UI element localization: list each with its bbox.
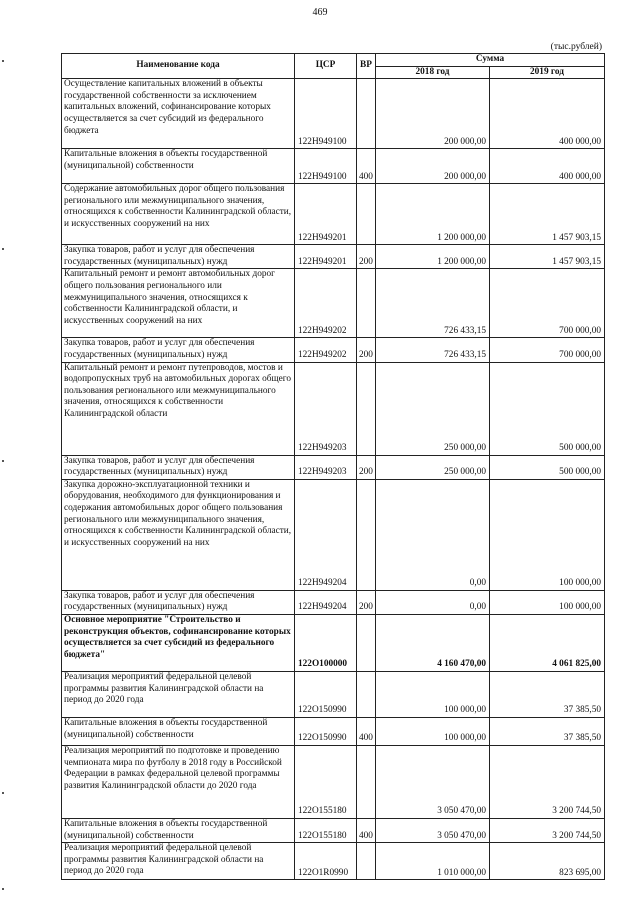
row-name: Закупка товаров, работ и услуг для обеспечения государственных (муниципальных) нужд <box>62 455 295 479</box>
row-vr <box>357 184 376 245</box>
row-amount-2018: 1 200 000,00 <box>376 245 490 269</box>
row-amount-2019: 100 000,00 <box>490 590 605 614</box>
table-row <box>62 362 605 455</box>
row-amount-2019: 4 061 825,00 <box>490 614 605 671</box>
row-amount-2019: 400 000,00 <box>490 149 605 184</box>
row-amount-2018: 200 000,00 <box>376 79 490 149</box>
row-name: Осуществление капитальных вложений в объекты государственной собственности за исключением капитальных вложений, софинансирование которых осуществляется за счет субсидий из федерального бюджета <box>62 79 295 149</box>
row-name: Реализация мероприятий по подготовке и проведению чемпионата мира по футболу в 2018 году в Российской Федерации в рамках федеральной целевой программы развития Калининградской области до 2020 года <box>62 745 295 818</box>
units-label: (тыс.рублей) <box>550 42 602 52</box>
table-row <box>62 614 605 671</box>
margin-mark <box>2 888 4 890</box>
table-row <box>62 149 605 184</box>
table-row <box>62 745 605 818</box>
row-vr <box>357 362 376 455</box>
row-amount-2018: 1 200 000,00 <box>376 184 490 245</box>
row-name: Закупка дорожно-эксплуатационной техники и оборудования, необходимого для функционирования и содержания автомобильных дорог общего пользования регионального или межмуниципального значения, относящихся к собственности Калининградской области, и искусственных сооружений на них <box>62 479 295 590</box>
header-year-2019: 2019 год <box>490 66 605 79</box>
table-row <box>62 717 605 745</box>
row-csr: 122О100000 <box>295 614 357 671</box>
header-vr: ВР <box>357 54 376 79</box>
row-name: Капитальные вложения в объекты государственной (муниципальной) собственности <box>62 717 295 745</box>
row-amount-2018: 0,00 <box>376 479 490 590</box>
row-name: Капитальный ремонт и ремонт автомобильных дорог общего пользования регионального или межмуниципального значения, относящихся к собственности Калининградской области, и искусственных сооружений на них <box>62 269 295 338</box>
row-amount-2019: 500 000,00 <box>490 362 605 455</box>
margin-mark <box>2 248 4 250</box>
table-row <box>62 455 605 479</box>
row-csr: 122О150990 <box>295 717 357 745</box>
margin-mark <box>2 60 4 62</box>
row-csr: 122Н949203 <box>295 455 357 479</box>
row-csr: 122Н949204 <box>295 479 357 590</box>
row-name: Реализация мероприятий федеральной целевой программы развития Калининградской области на период до 2020 года <box>62 843 295 880</box>
row-vr <box>357 671 376 717</box>
row-csr: 122Н949203 <box>295 362 357 455</box>
row-amount-2019: 3 200 744,50 <box>490 818 605 842</box>
row-amount-2018: 3 050 470,00 <box>376 745 490 818</box>
row-amount-2019: 823 695,00 <box>490 843 605 880</box>
row-amount-2018: 1 010 000,00 <box>376 843 490 880</box>
table-row <box>62 79 605 149</box>
row-csr: 122Н949100 <box>295 79 357 149</box>
row-vr: 200 <box>357 590 376 614</box>
row-name: Закупка товаров, работ и услуг для обеспечения государственных (муниципальных) нужд <box>62 245 295 269</box>
row-vr: 400 <box>357 149 376 184</box>
row-amount-2018: 100 000,00 <box>376 671 490 717</box>
row-csr: 122Н949202 <box>295 269 357 338</box>
table-row <box>62 671 605 717</box>
table-row <box>62 184 605 245</box>
row-csr: 122Н949100 <box>295 149 357 184</box>
row-amount-2018: 3 050 470,00 <box>376 818 490 842</box>
row-amount-2018: 100 000,00 <box>376 717 490 745</box>
row-vr: 200 <box>357 338 376 362</box>
margin-mark <box>2 460 4 462</box>
row-csr: 122О150990 <box>295 671 357 717</box>
row-vr <box>357 745 376 818</box>
row-amount-2019: 700 000,00 <box>490 338 605 362</box>
row-name: Капитальные вложения в объекты государственной (муниципальной) собственности <box>62 149 295 184</box>
header-csr: ЦСР <box>295 54 357 79</box>
row-amount-2018: 4 160 470,00 <box>376 614 490 671</box>
row-name: Капитальный ремонт и ремонт путепроводов, мостов и водопропускных труб на автомобильных дорогах общего пользования регионального или межмуниципального значения, относящихся к собственности Калининградской области <box>62 362 295 455</box>
row-amount-2018: 726 433,15 <box>376 338 490 362</box>
row-amount-2019: 700 000,00 <box>490 269 605 338</box>
row-vr: 200 <box>357 245 376 269</box>
row-amount-2019: 400 000,00 <box>490 79 605 149</box>
row-amount-2019: 37 385,50 <box>490 717 605 745</box>
table-row <box>62 479 605 590</box>
row-amount-2018: 250 000,00 <box>376 362 490 455</box>
row-amount-2018: 200 000,00 <box>376 149 490 184</box>
row-name: Реализация мероприятий федеральной целевой программы развития Калининградской области на период до 2020 года <box>62 671 295 717</box>
row-amount-2019: 1 457 903,15 <box>490 245 605 269</box>
page-number: 469 <box>312 7 328 18</box>
row-csr: 122О155180 <box>295 818 357 842</box>
row-vr <box>357 79 376 149</box>
row-amount-2019: 500 000,00 <box>490 455 605 479</box>
row-csr: 122О1R0990 <box>295 843 357 880</box>
row-csr: 122Н949201 <box>295 245 357 269</box>
row-vr <box>357 614 376 671</box>
table-row <box>62 269 605 338</box>
row-vr: 400 <box>357 717 376 745</box>
row-amount-2018: 250 000,00 <box>376 455 490 479</box>
row-name: Закупка товаров, работ и услуг для обеспечения государственных (муниципальных) нужд <box>62 590 295 614</box>
row-amount-2018: 0,00 <box>376 590 490 614</box>
row-csr: 122Н949202 <box>295 338 357 362</box>
row-vr <box>357 269 376 338</box>
row-vr <box>357 479 376 590</box>
row-amount-2019: 3 200 744,50 <box>490 745 605 818</box>
row-name: Основное мероприятие "Строительство и реконструкция объектов, софинансирование которых осуществляется за счет субсидий из федерального бюджета" <box>62 614 295 671</box>
table-row <box>62 338 605 362</box>
row-name: Содержание автомобильных дорог общего пользования регионального или межмуниципального значения, относящихся к собственности Калининградской области, и искусственных сооружений на них <box>62 184 295 245</box>
header-sum: Сумма <box>376 54 605 67</box>
table-row <box>62 843 605 880</box>
row-csr: 122Н949204 <box>295 590 357 614</box>
row-csr: 122О155180 <box>295 745 357 818</box>
row-amount-2019: 37 385,50 <box>490 671 605 717</box>
table-row <box>62 590 605 614</box>
table-row <box>62 818 605 842</box>
row-vr: 200 <box>357 455 376 479</box>
header-name: Наименование кода <box>62 54 295 79</box>
row-amount-2019: 1 457 903,15 <box>490 184 605 245</box>
margin-mark <box>2 792 4 794</box>
header-year-2018: 2018 год <box>376 66 490 79</box>
row-name: Капитальные вложения в объекты государственной (муниципальной) собственности <box>62 818 295 842</box>
budget-table <box>61 53 605 880</box>
row-amount-2019: 100 000,00 <box>490 479 605 590</box>
row-name: Закупка товаров, работ и услуг для обеспечения государственных (муниципальных) нужд <box>62 338 295 362</box>
row-vr <box>357 843 376 880</box>
table-row <box>62 245 605 269</box>
row-csr: 122Н949201 <box>295 184 357 245</box>
row-amount-2018: 726 433,15 <box>376 269 490 338</box>
row-vr: 400 <box>357 818 376 842</box>
